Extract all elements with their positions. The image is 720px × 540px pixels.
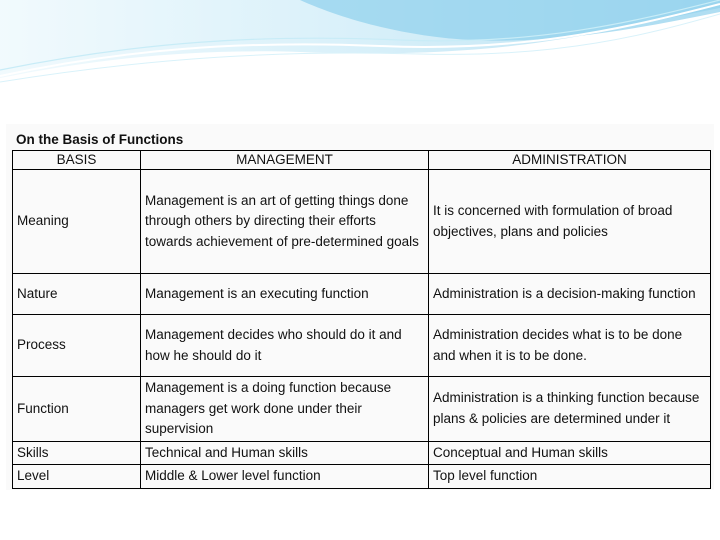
management-cell: Management decides who should do it and how he should do it (141, 315, 429, 377)
row-basis-cell: Nature (13, 274, 141, 315)
row-basis-cell: Process (13, 315, 141, 377)
header-swoosh-decoration (0, 0, 720, 90)
administration-cell: It is concerned with formulation of broad objectives, plans and policies (429, 170, 711, 274)
administration-cell: Administration decides what is to be done and when it is to be done. (429, 315, 711, 377)
header-administration: ADMINISTRATION (429, 151, 711, 170)
table-row (13, 274, 711, 315)
header-management: MANAGEMENT (141, 151, 429, 170)
table-row (13, 441, 711, 465)
document-image (6, 124, 714, 490)
table-row (13, 465, 711, 489)
table-row (13, 170, 711, 274)
administration-cell: Administration is a decision-making function (429, 274, 711, 315)
management-cell: Technical and Human skills (141, 441, 429, 465)
row-basis-cell: Skills (13, 441, 141, 465)
administration-cell: Administration is a thinking function because plans & policies are determined under it (429, 377, 711, 442)
administration-cell: Conceptual and Human skills (429, 441, 711, 465)
administration-cell: Top level function (429, 465, 711, 489)
header-basis: BASIS (13, 151, 141, 170)
row-basis-cell: Level (13, 465, 141, 489)
table-header-row (13, 151, 711, 170)
management-cell: Management is an executing function (141, 274, 429, 315)
comparison-table (12, 150, 711, 489)
management-cell: Management is an art of getting things done through others by directing their efforts towards achievement of pre-determined goals (141, 170, 429, 274)
row-basis-cell: Function (13, 377, 141, 442)
management-cell: Middle & Lower level function (141, 465, 429, 489)
table-row (13, 377, 711, 442)
management-cell: Management is a doing function because managers get work done under their supervision (141, 377, 429, 442)
document-title: On the Basis of Functions (16, 132, 184, 147)
table-row (13, 315, 711, 377)
row-basis-cell: Meaning (13, 170, 141, 274)
